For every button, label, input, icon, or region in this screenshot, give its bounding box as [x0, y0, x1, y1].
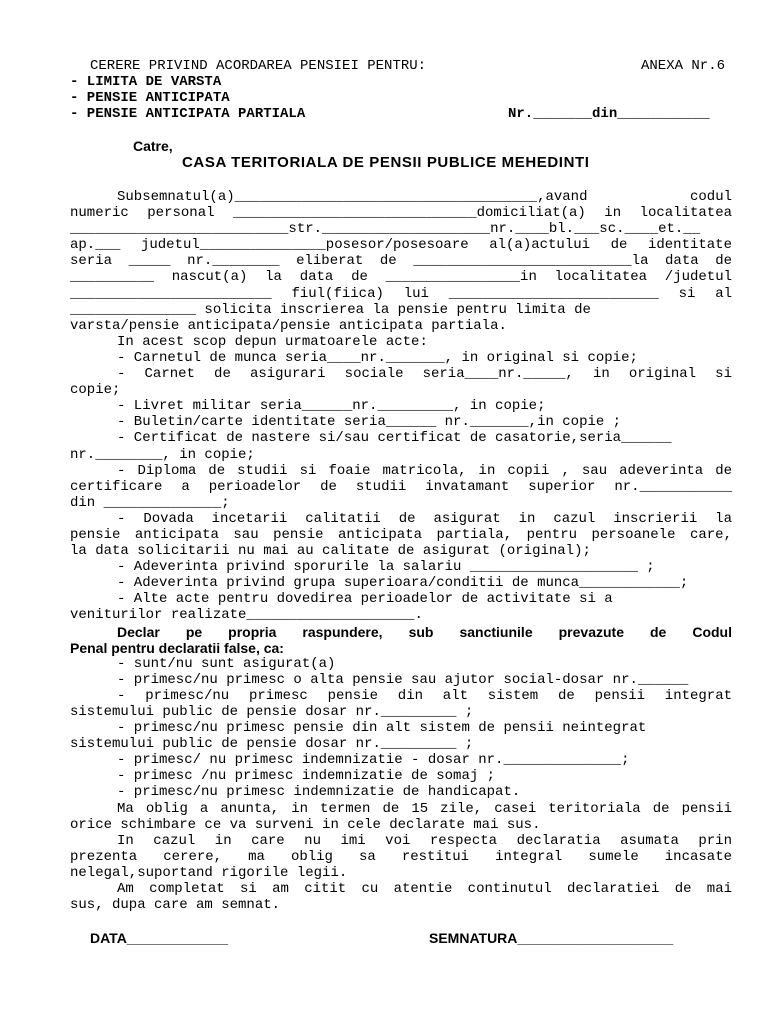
declaration-item[interactable]: - sunt/nu sunt asigurat(a) — [117, 655, 336, 672]
declaration-item[interactable]: - primesc/nu primesc pensie din alt sistem de pensii neintegrat — [117, 720, 647, 737]
body-line[interactable]: veniturilor realizate____________________. — [70, 607, 423, 624]
body-line[interactable]: ap.___ judetul_______________posesor/posesoare al(a)actului de identitate — [70, 237, 732, 254]
body-line: In cazul in care nu imi voi respecta declaratia asumata prin — [117, 832, 732, 849]
signature-field[interactable]: SEMNATURA____________________ — [429, 930, 674, 946]
document-item[interactable]: - Certificat de nastere si/sau certificat de casatorie,seria______ — [117, 430, 672, 447]
body-line: varsta/pensie anticipata/pensie anticipata partiala. — [70, 317, 507, 334]
body-line: Am completat si am citit cu atentie continutul declaratiei de mai — [117, 881, 732, 898]
body-line[interactable]: __________________________str.____________________nr.____bl.___sc.____et.__ — [70, 221, 701, 238]
body-line: nelegal,suportand rigorile legii. — [70, 864, 348, 881]
date-field[interactable]: DATA_____________ — [90, 930, 229, 946]
document-item: - Alte acte pentru dovedirea perioadelor de activitate si a — [117, 591, 613, 608]
document-item: - Diploma de studii si foaie matricola, in copii , sau adeverinta de — [117, 462, 732, 479]
addressee-label: Catre, — [133, 138, 173, 154]
option-early-pension: - PENSIE ANTICIPATA — [70, 90, 230, 106]
declaration-item[interactable]: - primesc/ nu primesc indemnizatie - dosar nr.______________; — [117, 752, 630, 769]
declaration-item[interactable]: - primesc/nu primesc pensie din alt sistem de pensii integrat — [117, 687, 732, 704]
form-body — [70, 189, 732, 913]
option-age-limit: - LIMITA DE VARSTA — [70, 74, 222, 90]
body-line: la data solicitarii nu mai au calitate de asigurat (original); — [70, 543, 591, 560]
body-line: orice schimbare ce va surveni in cele declarate mai sus. — [70, 816, 541, 833]
document-item[interactable]: - Carnetul de munca seria____nr._______, in original si copie; — [117, 349, 638, 366]
body-line: copie; — [70, 382, 121, 399]
declaration-item[interactable]: - primesc /nu primesc indemnizatie de somaj ; — [117, 768, 496, 785]
body-line[interactable]: certificare a perioadelor de studii invatamant superior nr.___________ — [70, 478, 732, 495]
document-item: - Dovada incetarii calitatii de asigurat in cazul inscrierii la — [117, 510, 732, 527]
document-item[interactable]: - Adeverinta privind sporurile la salariu ____________________ ; — [117, 559, 655, 576]
declaration-item[interactable]: - primesc/nu primesc o alta pensie sau ajutor social-dosar nr.______ — [117, 671, 689, 688]
document-item[interactable]: - Livret militar seria______nr._________, in copie; — [117, 398, 546, 415]
body-line[interactable]: sistemului public de pensie dosar nr._________ ; — [70, 704, 474, 720]
form-title: CERERE PRIVIND ACORDAREA PENSIEI PENTRU: — [90, 58, 427, 74]
body-line: In acest scop depun urmatoarele acte: — [117, 333, 428, 350]
option-partial-early-pension: - PENSIE ANTICIPATA PARTIALA — [70, 106, 306, 122]
body-line: pensie anticipata sau pensie anticipata partiala, pentru persoanele care, — [70, 526, 732, 543]
body-line[interactable]: sistemului public de pensie dosar nr._________ ; — [70, 736, 474, 753]
body-line[interactable]: seria _____ nr.________ eliberat de __________________________la data de — [70, 253, 732, 270]
declaration-heading: Declar pe propria raspundere, sub sanctiunile prevazute de Codul — [117, 623, 732, 640]
body-line[interactable]: Subsemnatul(a)____________________________________,avand codul — [117, 189, 732, 205]
body-line: Ma oblig a anunta, in termen de 15 zile, casei teritoriala de pensii — [117, 800, 732, 817]
document-item[interactable]: - Adeverinta privind grupa superioara/conditii de munca____________; — [117, 575, 689, 592]
declaration-heading: Penal pentru declaratii false, ca: — [70, 639, 284, 656]
body-line[interactable]: ________________________ fiul(fiica) lui _________________________ si al — [70, 285, 732, 302]
institution-name: CASA TERITORIALA DE PENSII PUBLICE MEHEDINTI — [182, 154, 590, 171]
declaration-item[interactable]: - primesc/nu primesc indemnizatie de handicapat. — [117, 784, 521, 801]
body-line[interactable]: din ______________; — [70, 494, 230, 511]
annex-number: ANEXA Nr.6 — [641, 58, 726, 74]
body-line[interactable]: _______________ solicita inscrierea la pensie pentru limita de — [70, 301, 591, 318]
document-item[interactable]: - Buletin/carte identitate seria______ nr._______,in copie ; — [117, 414, 622, 431]
body-line[interactable]: numeric personal _____________________________domiciliat(a) in localitatea — [70, 205, 732, 222]
body-line[interactable]: __________ nascut(a) la data de ________________in localitatea /judetul — [70, 269, 732, 286]
body-line[interactable]: nr.________, in copie; — [70, 446, 255, 463]
document-item[interactable]: - Carnet de asigurari sociale seria____nr._____, in original si — [117, 366, 732, 383]
body-line: prezenta cerere, ma oblig sa restitui integral sumele incasate — [70, 848, 732, 865]
body-line: sus, dupa care am semnat. — [70, 897, 281, 914]
registration-number-field[interactable]: Nr._______din___________ — [508, 106, 710, 122]
